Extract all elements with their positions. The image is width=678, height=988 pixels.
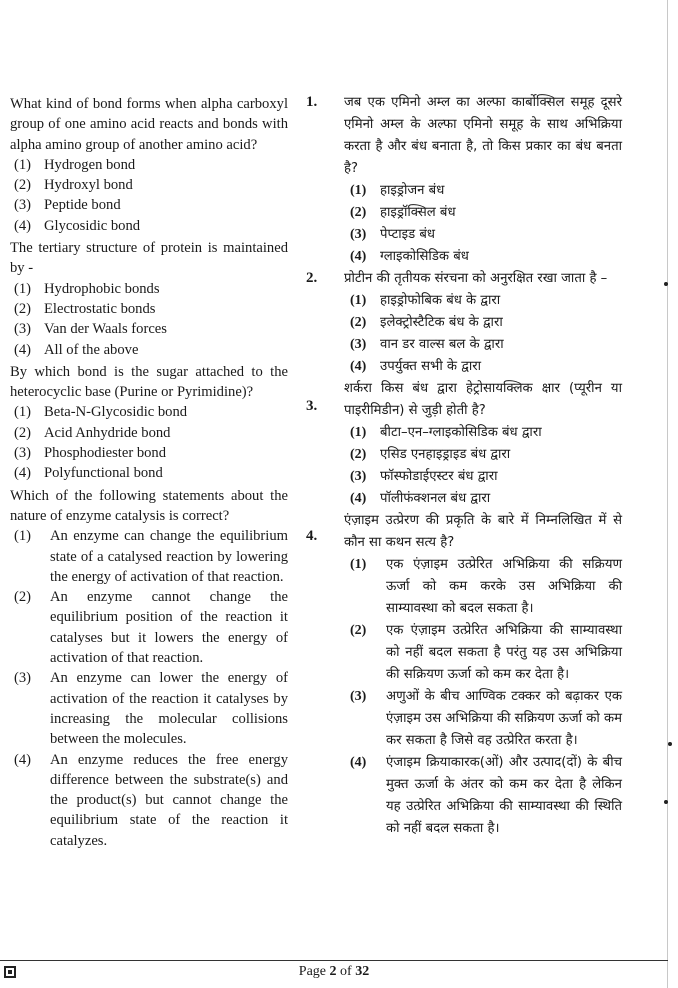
option-3: [10, 668, 288, 749]
option-text: An enzyme reduces the free energy difference between the substrate(s) and the product(s) but cannot change the equilibrium state of the reaction it catalyzes.: [50, 751, 288, 849]
option-text: वान डर वाल्स बल के द्वारा: [380, 337, 504, 352]
option-number: (4): [350, 755, 367, 770]
option-3: [344, 686, 622, 752]
question-number-1: 1.: [306, 94, 318, 110]
options-list: [10, 402, 288, 483]
question-text: The tertiary structure of protein is maintained by -: [10, 240, 288, 277]
option-1: [10, 402, 288, 422]
option-text: बीटा–एन–ग्लाइकोसिडिक बंध द्वारा: [380, 425, 542, 440]
question-text: जब एक एमिनो अम्ल का अल्फा कार्बोक्सिल समूह दूसरे एमिनो अम्ल के अल्फा एमिनो समूह के साथ अभिक्रिया करता है और बंध बनाता है, तो किस प्रकार का बंध बनता है?: [344, 95, 622, 176]
option-text: Glycosidic bond: [44, 217, 141, 234]
option-3: [10, 443, 288, 463]
option-number: (3): [14, 197, 32, 214]
option-number: (4): [350, 491, 367, 506]
page-of: of: [336, 964, 356, 979]
option-number: (1): [14, 404, 32, 421]
option-2: [344, 620, 622, 686]
option-text: Peptide bond: [44, 197, 121, 214]
option-text: हाइड्रोफोबिक बंध के द्वारा: [380, 293, 501, 308]
option-text: उपर्युक्त सभी के द्वारा: [380, 359, 482, 374]
option-text: हाइड्रोजन बंध: [380, 183, 445, 198]
option-text: ग्लाइकोसिडिक बंध: [380, 249, 469, 264]
option-number: (4): [350, 249, 367, 264]
option-4: [10, 216, 288, 236]
page-prefix: Page: [298, 964, 330, 979]
option-1: [10, 279, 288, 299]
question-2-en: [10, 238, 288, 360]
option-text: हाइड्रॉक्सिल बंध: [380, 205, 456, 220]
option-number: (4): [14, 341, 32, 358]
option-1: [10, 526, 288, 587]
options-list: [10, 155, 288, 236]
question-text: शर्करा किस बंध द्वारा हेट्रोसायक्लिक क्षार (प्यूरीन या पाइरीमिडीन) से जुड़ी होती है?: [344, 381, 622, 418]
option-number: (4): [14, 217, 32, 234]
question-text: What kind of bond forms when alpha carboxyl group of one amino acid reacts and bonds with alpha amino group of another amino acid?: [10, 96, 288, 153]
option-2: [10, 423, 288, 443]
option-2: [344, 202, 622, 224]
option-number: (1): [350, 183, 367, 198]
question-3-en: [10, 362, 288, 484]
option-1: [344, 554, 622, 620]
page-edge-line: [667, 0, 668, 988]
scan-mark: [664, 282, 668, 286]
option-number: (1): [350, 293, 367, 308]
page-current: 2: [329, 964, 337, 979]
options-list: [344, 422, 622, 510]
option-text: Hydroxyl bond: [44, 177, 133, 194]
option-number: (3): [350, 337, 367, 352]
english-column: [10, 94, 288, 851]
option-2: [344, 444, 622, 466]
option-3: [344, 334, 622, 356]
option-text: Hydrophobic bonds: [44, 280, 160, 297]
question-1-hi: [344, 92, 622, 268]
hindi-column: [344, 92, 622, 840]
option-number: (2): [14, 424, 32, 441]
option-4: [344, 356, 622, 378]
option-number: (3): [350, 227, 367, 242]
option-number: (2): [350, 623, 367, 638]
options-list: [344, 290, 622, 378]
option-number: (3): [14, 445, 32, 462]
option-text: Hydrogen bond: [44, 156, 136, 173]
option-number: (3): [14, 321, 32, 338]
page-footer: [0, 964, 668, 980]
option-number: (1): [350, 557, 367, 572]
option-2: [10, 299, 288, 319]
option-number: (3): [14, 670, 32, 687]
question-2-hi: [344, 268, 622, 378]
option-number: (1): [14, 528, 32, 545]
question-text: प्रोटीन की तृतीयक संरचना को अनुरक्षित रखा जाता है –: [344, 271, 608, 286]
option-text: Acid Anhydride bond: [44, 424, 171, 441]
question-text: By which bond is the sugar attached to the heterocyclic base (Purine or Pyrimidine)?: [10, 363, 288, 401]
option-number: (2): [14, 177, 32, 194]
option-number: (2): [14, 589, 32, 606]
option-text: An enzyme can change the equilibrium state of a catalysed reaction by lowering the energy of activation of that reaction.: [50, 528, 288, 585]
option-2: [344, 312, 622, 334]
question-text: एंज़ाइम उत्प्रेरण की प्रकृति के बारे में निम्नलिखित में से कौन सा कथन सत्य है?: [344, 513, 622, 550]
option-4: [10, 340, 288, 360]
option-text: An enzyme can lower the energy of activation of the reaction it catalyses by increasing the molecular collisions between the molecules.: [50, 670, 288, 748]
option-number: (3): [350, 689, 367, 704]
option-number: (1): [14, 280, 32, 297]
option-number: (4): [14, 751, 32, 768]
scan-mark: [664, 800, 668, 804]
option-4: [344, 752, 622, 840]
option-number: (3): [350, 469, 367, 484]
options-list: [10, 279, 288, 360]
question-1-en: [10, 94, 288, 236]
option-number: (4): [350, 359, 367, 374]
option-text: पॉलीफंक्शनल बंध द्वारा: [380, 491, 491, 506]
option-number: (2): [350, 447, 367, 462]
question-number-4: 4.: [306, 528, 318, 544]
option-number: (2): [350, 315, 367, 330]
option-text: Beta-N-Glycosidic bond: [44, 404, 188, 421]
option-text: एंजाइम क्रियाकारक(ओं) और उत्पाद(दों) के बीच मुक्त ऊर्जा के अंतर को कम कर देता है लेकिन यह उत्प्रेरित अभिक्रिया की साम्यावस्था की स्थिति को नहीं बदल सकता है।: [386, 755, 622, 836]
option-4: [10, 463, 288, 483]
option-3: [10, 319, 288, 339]
option-text: एक एंज़ाइम उत्प्रेरित अभिक्रिया की सक्रियण ऊर्जा को कम करके उस अभिक्रिया की साम्यावस्था को बदल सकता है।: [386, 557, 622, 616]
option-3: [344, 224, 622, 246]
option-3: [10, 195, 288, 215]
option-text: फॉस्फोडाईएस्टर बंध द्वारा: [380, 469, 498, 484]
option-text: Phosphodiester bond: [44, 445, 167, 462]
option-1: [344, 180, 622, 202]
option-text: Van der Waals forces: [44, 321, 167, 338]
option-number: (4): [14, 465, 32, 482]
option-text: एक एंज़ाइम उत्प्रेरित अभिक्रिया की साम्यावस्था को नहीं बदल सकता है परंतु यह उस अभिक्रिया की सक्रियण ऊर्जा को कम कर देता है।: [386, 623, 622, 682]
options-list: [344, 554, 622, 840]
option-text: एसिड एनहाइड्राइड बंध द्वारा: [380, 447, 511, 462]
option-text: Polyfunctional bond: [44, 465, 163, 482]
option-text: An enzyme cannot change the equilibrium position of the reaction it catalyses but it lowers the energy of activation of that reaction.: [50, 589, 288, 667]
question-4-en: [10, 486, 288, 851]
option-4: [344, 246, 622, 268]
question-3-hi: [344, 378, 622, 510]
option-text: पेप्टाइड बंध: [380, 227, 436, 242]
option-4: [344, 488, 622, 510]
option-text: इलेक्ट्रोस्टैटिक बंध के द्वारा: [380, 315, 503, 330]
option-number: (1): [350, 425, 367, 440]
scan-mark: [668, 742, 672, 746]
option-number: (2): [14, 300, 32, 317]
option-1: [344, 422, 622, 444]
footer-rule: [0, 960, 668, 961]
option-text: अणुओं के बीच आण्विक टक्कर को बढ़ाकर एक एंज़ाइम उस अभिक्रिया की सक्रियण ऊर्जा को कम कर सकता है जिसे वह उत्प्रेरित करता है।: [386, 689, 623, 748]
option-1: [10, 155, 288, 175]
option-2: [10, 175, 288, 195]
option-2: [10, 587, 288, 668]
options-list: [344, 180, 622, 268]
option-text: All of the above: [44, 341, 139, 358]
option-number: (2): [350, 205, 367, 220]
question-number-2: 2.: [306, 270, 318, 286]
question-text: Which of the following statements about the nature of enzyme catalysis is correct?: [10, 487, 288, 524]
option-number: (1): [14, 156, 32, 173]
question-4-hi: [344, 510, 622, 840]
option-text: Electrostatic bonds: [44, 300, 156, 317]
options-list: [10, 526, 288, 851]
page-total: 32: [355, 964, 370, 979]
question-number-3: 3.: [306, 398, 318, 414]
option-1: [344, 290, 622, 312]
option-3: [344, 466, 622, 488]
option-4: [10, 750, 288, 851]
